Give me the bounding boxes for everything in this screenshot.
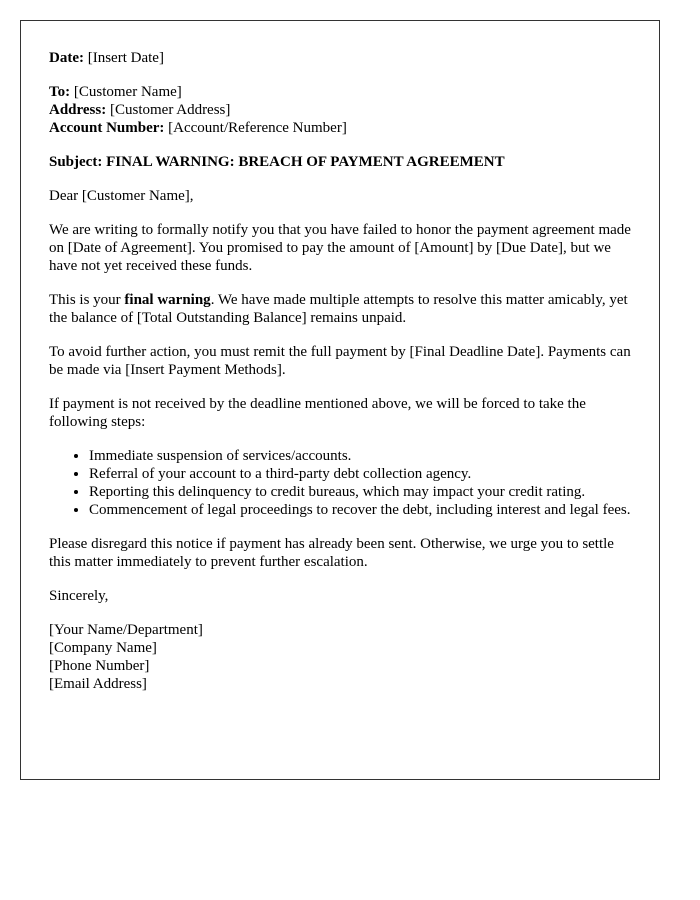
closing: Sincerely, xyxy=(49,588,109,604)
address-line xyxy=(49,101,631,119)
final-warning-before: This is your xyxy=(49,292,125,308)
paragraph-deadline: To avoid further action, you must remit the full payment by [Final Deadline Date]. Payments can be made via [Insert Payment Methods]. xyxy=(49,344,631,378)
to-line xyxy=(49,83,631,101)
paragraph-disregard: Please disregard this notice if payment has already been sent. Otherwise, we urge you to settle this matter immediately to prevent further escalation. xyxy=(49,536,614,570)
signature-name: [Your Name/Department] xyxy=(49,622,203,638)
signature-phone: [Phone Number] xyxy=(49,658,150,674)
date-label: Date: xyxy=(49,50,84,66)
paragraph-consequences-intro: If payment is not received by the deadline mentioned above, we will be forced to take the following steps: xyxy=(49,396,586,430)
subject-line xyxy=(49,153,631,171)
list-item: • Immediate suspension of services/accounts. xyxy=(89,447,631,465)
consequences-list xyxy=(49,447,631,519)
to-label: To: xyxy=(49,84,71,100)
subject-value: FINAL WARNING: BREACH OF PAYMENT AGREEMENT xyxy=(106,154,505,170)
account-label: Account Number: xyxy=(49,120,165,136)
date-value: [Insert Date] xyxy=(87,50,164,66)
final-warning-after: . We have made multiple attempts to resolve this matter amicably, yet the balance of [Total Outstanding Balance] remains unpaid. xyxy=(49,292,628,326)
signature-email: [Email Address] xyxy=(49,676,147,692)
list-item: • Commencement of legal proceedings to recover the debt, including interest and legal fees. xyxy=(89,501,631,519)
account-line xyxy=(49,119,631,137)
to-value: [Customer Name] xyxy=(73,84,182,100)
address-value: [Customer Address] xyxy=(109,102,231,118)
date-line xyxy=(49,49,631,67)
signature-block xyxy=(49,621,631,693)
subject-label: Subject: xyxy=(49,154,103,170)
list-item: • Referral of your account to a third-party debt collection agency. xyxy=(89,465,631,483)
paragraph-notice: We are writing to formally notify you that you have failed to honor the payment agreement made on [Date of Agreement]. You promised to pay the amount of [Amount] by [Due Date], but we have not yet received these funds. xyxy=(49,222,631,274)
letter-header xyxy=(49,49,631,67)
letter-document xyxy=(20,20,660,780)
address-label: Address: xyxy=(49,102,107,118)
salutation: Dear [Customer Name], xyxy=(49,188,194,204)
final-warning-emphasis: final warning xyxy=(124,292,211,308)
recipient-block xyxy=(49,83,631,137)
signature-company: [Company Name] xyxy=(49,640,157,656)
paragraph-final-warning xyxy=(49,291,631,327)
account-value: [Account/Reference Number] xyxy=(168,120,347,136)
list-item: • Reporting this delinquency to credit bureaus, which may impact your credit rating. xyxy=(89,483,631,501)
